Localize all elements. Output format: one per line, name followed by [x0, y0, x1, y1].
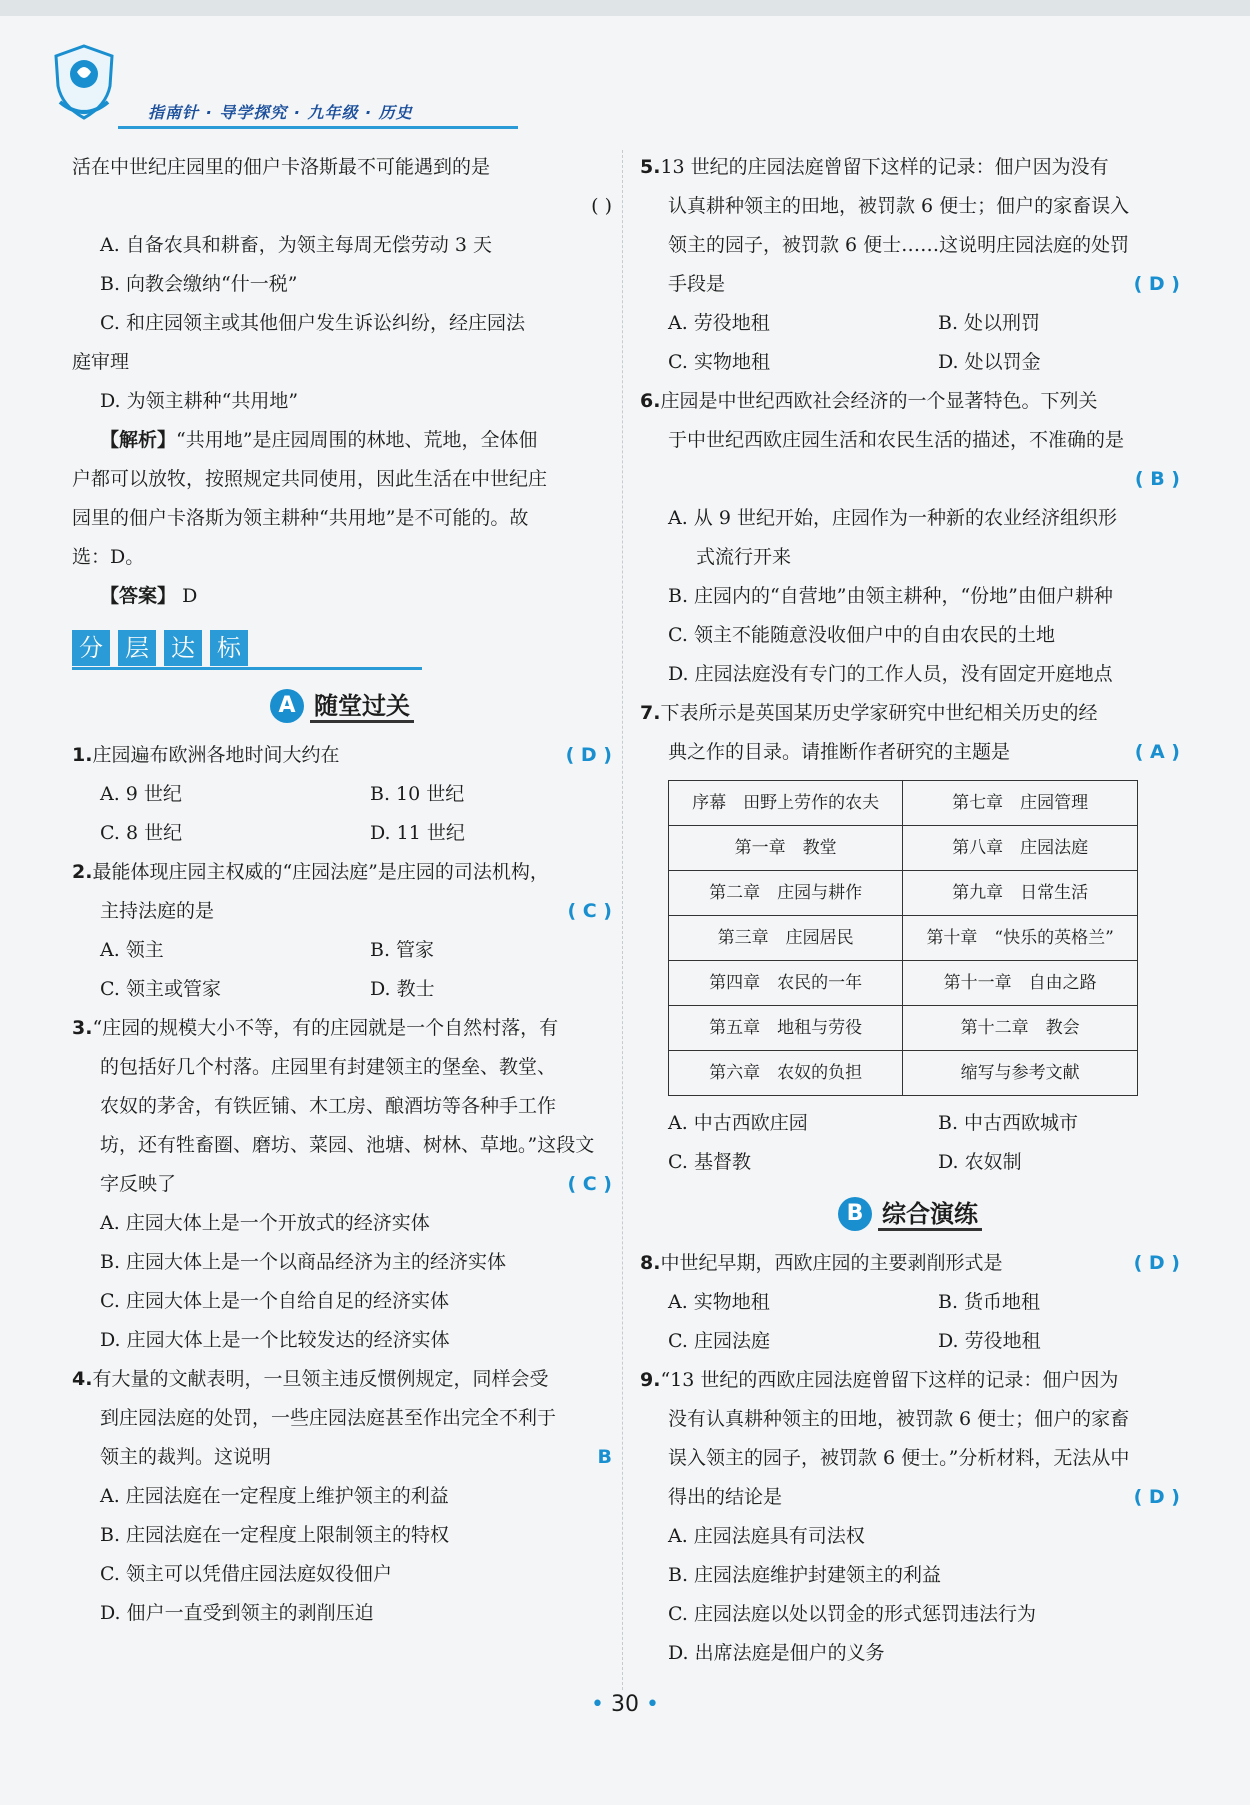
answer-tag: 【答案】 [100, 585, 177, 607]
options-row: A. 领主 B. 管家 [100, 939, 435, 961]
page-top-edge [0, 0, 1250, 16]
question-9-cont: 没有认真耕种领主的田地，被罚款 6 便士；佃户的家畜 [668, 1408, 1130, 1430]
header-rule [118, 126, 518, 129]
bullet-icon: • [646, 1692, 659, 1717]
table-row [669, 961, 1138, 1006]
table-cell: 第七章 庄园管理 [903, 781, 1138, 826]
intro-option-continued: 庭审理 [72, 351, 130, 373]
table-cell: 第九章 日常生活 [903, 871, 1138, 916]
table-row [669, 781, 1138, 826]
section-label: 随堂过关 [310, 692, 414, 723]
option: C. 庄园法庭以处以罚金的形式惩罚违法行为 [668, 1603, 1036, 1625]
option: A. 庄园法庭在一定程度上维护领主的利益 [100, 1485, 449, 1507]
table-cell: 第十章 “快乐的英格兰” [903, 916, 1138, 961]
question-4: 4.有大量的文献表明，一旦领主违反惯例规定，同样会受 [72, 1368, 549, 1390]
option: D. 庄园法庭没有专门的工作人员，没有固定开庭地点 [668, 663, 1113, 685]
analysis-line: 【解析】“共用地”是庄园周围的林地、荒地，全体佃 [100, 429, 538, 451]
table-row [669, 826, 1138, 871]
options-row: A. 9 世纪 B. 10 世纪 [100, 783, 465, 805]
question-8: 8.中世纪早期，西欧庄园的主要剥削形式是 ( D ) [640, 1244, 1180, 1283]
banner-char: 标 [210, 630, 248, 666]
question-5-cont: 手段是 ( D ) [640, 265, 1180, 304]
answer-mark: ( A ) [1134, 741, 1180, 763]
options-row: C. 庄园法庭 D. 劳役地租 [668, 1330, 1041, 1352]
option: A. 庄园法庭具有司法权 [668, 1525, 865, 1547]
answer-mark: B [597, 1446, 612, 1468]
intro-question: 活在中世纪庄园里的佃户卡洛斯最不可能遇到的是 [72, 156, 491, 178]
options-row: C. 8 世纪 D. 11 世纪 [100, 822, 465, 844]
section-letter: B [838, 1197, 872, 1231]
intro-option: A. 自备农具和耕畜，为领主每周无偿劳动 3 天 [100, 234, 492, 256]
question-4-cont: 领主的裁判。这说明 B [72, 1438, 612, 1477]
header-title: 指南针 · 导学探究 · 九年级 · 历史 [148, 103, 413, 122]
table-row [669, 871, 1138, 916]
option: C. 领主不能随意没收佃户中的自由农民的土地 [668, 624, 1055, 646]
option: A. 庄园大体上是一个开放式的经济实体 [100, 1212, 430, 1234]
question-5: 5.13 世纪的庄园法庭曾留下这样的记录：佃户因为没有 [640, 156, 1109, 178]
option: D. 出席法庭是佃户的义务 [668, 1642, 885, 1664]
options-row: C. 基督教 D. 农奴制 [668, 1151, 1022, 1173]
column-divider [622, 150, 623, 1690]
answer-mark: ( D ) [1133, 273, 1180, 295]
answer-line [640, 460, 1180, 499]
question-5-cont: 认真耕种领主的田地，被罚款 6 便士；佃户的家畜误入 [668, 195, 1130, 217]
table-row [669, 1051, 1138, 1096]
banner-underline [72, 667, 422, 670]
table-cell: 缩写与参考文献 [903, 1051, 1138, 1096]
answer-mark: ( C ) [567, 1173, 612, 1195]
option: B. 庄园内的“自营地”由领主耕种，“份地”由佃户耕种 [668, 585, 1113, 607]
question-3-cont: 坊，还有牲畜圈、磨坊、菜园、池塘、树林、草地。”这段文 [100, 1134, 595, 1156]
table-cell: 第五章 地租与劳役 [669, 1006, 903, 1051]
layered-target-banner [72, 624, 612, 672]
question-7: 7.下表所示是英国某历史学家研究中世纪相关历史的经 [640, 702, 1098, 724]
question-3-cont: 字反映了 ( C ) [72, 1165, 612, 1204]
option: D. 庄园大体上是一个比较发达的经济实体 [100, 1329, 450, 1351]
table-cell: 第一章 教堂 [669, 826, 903, 871]
bullet-icon: • [591, 1692, 604, 1717]
question-2: 2.最能体现庄园主权威的“庄园法庭”是庄园的司法机构， [72, 861, 549, 883]
answer-mark: ( D ) [1133, 1252, 1180, 1274]
left-column [72, 148, 612, 1633]
table-cell: 第十一章 自由之路 [903, 961, 1138, 1006]
question-3-cont: 农奴的茅舍，有铁匠铺、木工房、酿酒坊等各种手工作 [100, 1095, 557, 1117]
question-9: 9.“13 世纪的西欧庄园法庭曾留下这样的记录：佃户因为 [640, 1369, 1119, 1391]
section-a-heading [72, 680, 612, 730]
section-letter: A [270, 689, 304, 723]
analysis-line: 户都可以放牧，按照规定共同使用，因此生活在中世纪庄 [72, 468, 548, 490]
question-6: 6.庄园是中世纪西欧社会经济的一个显著特色。下列关 [640, 390, 1098, 412]
option: C. 庄园大体上是一个自给自足的经济实体 [100, 1290, 449, 1312]
option: D. 佃户一直受到领主的剥削压迫 [100, 1602, 374, 1624]
school-badge-icon [50, 42, 118, 122]
options-row: A. 劳役地租 B. 处以刑罚 [668, 312, 1041, 334]
question-5-cont: 领主的园子，被罚款 6 便士……这说明庄园法庭的处罚 [668, 234, 1130, 256]
question-3-cont: 的包括好几个村落。庄园里有封建领主的堡垒、教堂、 [100, 1056, 557, 1078]
table-cell: 第八章 庄园法庭 [903, 826, 1138, 871]
question-6-cont: 于中世纪西欧庄园生活和农民生活的描述，不准确的是 [668, 429, 1125, 451]
book-contents-table [668, 780, 1138, 1096]
options-row: A. 实物地租 B. 货币地租 [668, 1291, 1041, 1313]
answer-mark: ( B ) [1134, 468, 1180, 490]
intro-option: B. 向教会缴纳“什一税” [100, 273, 298, 295]
table-cell: 第四章 农民的一年 [669, 961, 903, 1006]
question-2-cont: 主持法庭的是 ( C ) [72, 892, 612, 931]
options-row: C. 领主或管家 D. 教士 [100, 978, 435, 1000]
question-4-cont: 到庄园法庭的处罚，一些庄园法庭甚至作出完全不利于 [100, 1407, 557, 1429]
intro-option: D. 为领主耕种“共用地” [100, 390, 299, 412]
option: A. 从 9 世纪开始，庄园作为一种新的农业经济组织形 [668, 507, 1117, 529]
answer-mark: ( D ) [565, 744, 612, 766]
answer-line [72, 577, 612, 616]
answer-value: D [182, 585, 198, 607]
table-cell: 第二章 庄园与耕作 [669, 871, 903, 916]
table-row [669, 916, 1138, 961]
option: C. 领主可以凭借庄园法庭奴役佃户 [100, 1563, 392, 1585]
options-row: C. 实物地租 D. 处以罚金 [668, 351, 1041, 373]
analysis-line: 选：D。 [72, 546, 145, 568]
intro-blank-line [72, 187, 612, 226]
analysis-tag: 【解析】 [100, 429, 177, 451]
option: B. 庄园法庭在一定程度上限制领主的特权 [100, 1524, 450, 1546]
option: B. 庄园大体上是一个以商品经济为主的经济实体 [100, 1251, 507, 1273]
options-row: A. 中古西欧庄园 B. 中古西欧城市 [668, 1112, 1079, 1134]
question-9-cont: 得出的结论是 ( D ) [640, 1478, 1180, 1517]
question-1: 1.庄园遍布欧洲各地时间大约在 ( D ) [72, 736, 612, 775]
section-label: 综合演练 [878, 1200, 982, 1231]
banner-char: 分 [72, 630, 110, 666]
table-cell: 第十二章 教会 [903, 1006, 1138, 1051]
intro-option: C. 和庄园领主或其他佃户发生诉讼纠纷，经庄园法 [100, 312, 525, 334]
table-row [669, 1006, 1138, 1051]
question-9-cont: 误入领主的园子，被罚款 6 便士。”分析材料，无法从中 [668, 1447, 1130, 1469]
table-cell: 序幕 田野上劳作的农夫 [669, 781, 903, 826]
question-7-cont: 典之作的目录。请推断作者研究的主题是 ( A ) [640, 733, 1180, 772]
question-3: 3.“庄园的规模大小不等，有的庄园就是一个自然村落，有 [72, 1017, 559, 1039]
banner-char: 达 [164, 630, 202, 666]
analysis-line: 园里的佃户卡洛斯为领主耕种“共用地”是不可能的。故 [72, 507, 529, 529]
page-number: • 30 • [591, 1692, 659, 1717]
table-cell: 第三章 庄园居民 [669, 916, 903, 961]
section-b-heading [640, 1188, 1180, 1238]
banner-char: 层 [118, 630, 156, 666]
option-continued: 式流行开来 [696, 546, 792, 568]
answer-blank: ( ) [591, 195, 612, 217]
option: B. 庄园法庭维护封建领主的利益 [668, 1564, 942, 1586]
right-column [640, 148, 1180, 1673]
answer-mark: ( C ) [567, 900, 612, 922]
table-cell: 第六章 农奴的负担 [669, 1051, 903, 1096]
answer-mark: ( D ) [1133, 1486, 1180, 1508]
